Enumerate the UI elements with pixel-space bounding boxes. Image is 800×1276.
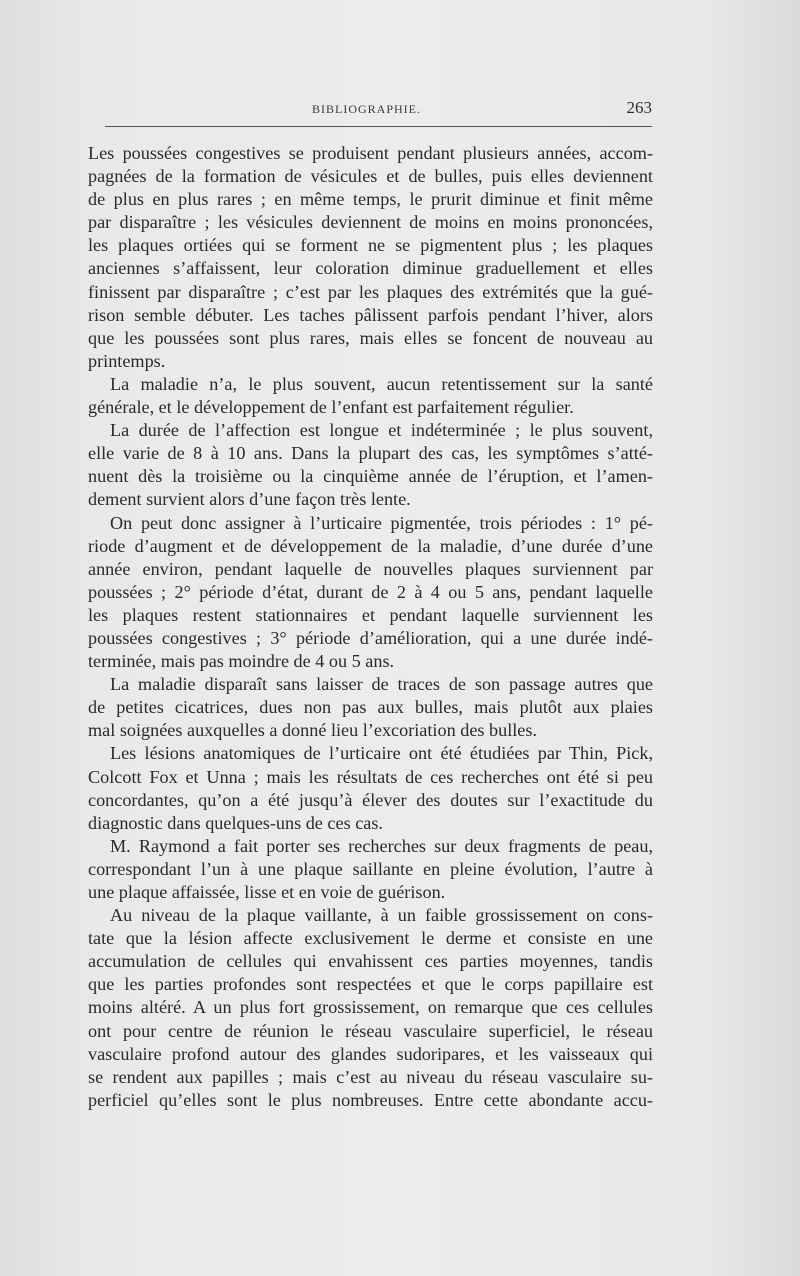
text-line: pagnées de la formation de vésicules et de bulles, puis elles deviennent — [88, 166, 653, 187]
text-line: La maladie n’a, le plus souvent, aucun retentissement sur la santé — [110, 373, 653, 394]
text-line: Colcott Fox et Unna ; mais les résultats de ces recherches ont été si peu — [88, 766, 653, 787]
text-line: M. Raymond a fait porter ses recherches sur deux fragments de peau, — [110, 835, 653, 856]
text-line: anciennes s’affaissent, leur coloration diminue graduellement et elles — [88, 258, 653, 279]
text-line: accumulation de cellules qui envahissent ces parties moyennes, tandis — [88, 951, 653, 972]
text-line: correspondant l’un à une plaque saillante en pleine évolution, l’autre à — [88, 858, 653, 879]
text-line: ont pour centre de réunion le réseau vasculaire superficiel, le réseau — [88, 1020, 653, 1041]
text-line: tate que la lésion affecte exclusivement le derme et consiste en une — [88, 928, 653, 949]
text-line: moins altéré. A un plus fort grossissement, on remarque que ces cellules — [88, 997, 653, 1018]
text-line: terminée, mais pas moindre de 4 ou 5 ans. — [88, 651, 395, 672]
text-line: que les poussées sont plus rares, mais elles se foncent de nouveau au — [88, 327, 653, 348]
text-line: La durée de l’affection est longue et indéterminée ; le plus souvent, — [110, 420, 653, 441]
text-line: finissent par disparaître ; c’est par les plaques des extrémités que la gué- — [88, 281, 653, 302]
text-line: diagnostic dans quelques-uns de ces cas. — [88, 812, 383, 833]
header-rule — [105, 126, 652, 127]
text-line: année environ, pendant laquelle de nouvelles plaques surviennent par — [88, 558, 653, 579]
text-line: par disparaître ; les vésicules deviennent de moins en moins prononcées, — [88, 212, 653, 233]
text-line: que les parties profondes sont respectées et que le corps papillaire est — [88, 974, 653, 995]
page-number: 263 — [626, 98, 652, 117]
text-line: se rendent aux papilles ; mais c’est au niveau du réseau vasculaire su- — [88, 1066, 653, 1087]
text-line: riode d’augment et de développement de la maladie, d’une durée d’une — [88, 535, 653, 556]
text-line: La maladie disparaît sans laisser de traces de son passage autres que — [110, 674, 653, 695]
text-line: générale, et le développement de l’enfant est parfaitement régulier. — [88, 397, 574, 418]
text-line: poussées ; 2° période d’état, durant de 2 à 4 ou 5 ans, pendant laquelle — [88, 581, 653, 602]
text-line: poussées congestives ; 3° période d’amélioration, qui a une durée indé- — [88, 627, 653, 648]
text-line: les plaques restent stationnaires et pendant laquelle surviennent les — [88, 604, 653, 625]
text-line: Les lésions anatomiques de l’urticaire ont été étudiées par Thin, Pick, — [110, 743, 653, 764]
text-line: de petites cicatrices, dues non pas aux bulles, mais plutôt aux plaies — [88, 697, 653, 718]
text-line: elle varie de 8 à 10 ans. Dans la plupart des cas, les symptômes s’atté- — [88, 443, 653, 464]
text-line: concordantes, qu’on a été jusqu’à élever des doutes sur l’exactitude du — [88, 789, 653, 810]
text-line: mal soignées auxquelles a donné lieu l’excoriation des bulles. — [88, 720, 538, 741]
text-line: nuent dès la troisième ou la cinquième année de l’éruption, et l’amen- — [88, 466, 653, 487]
text-line: On peut donc assigner à l’urticaire pigmentée, trois périodes : 1° pé- — [110, 512, 653, 533]
text-line: Au niveau de la plaque vaillante, à un faible grossissement on cons- — [110, 905, 653, 926]
text-line: une plaque affaissée, lisse et en voie de guérison. — [88, 882, 446, 902]
body-text — [88, 142, 653, 1112]
text-line: rison semble débuter. Les taches pâlissent parfois pendant l’hiver, alors — [88, 304, 653, 325]
text-line: dement survient alors d’une façon très lente. — [88, 489, 411, 510]
text-line: les plaques ortiées qui se forment ne se pigmentent plus ; les plaques — [88, 235, 653, 256]
text-line: vasculaire profond autour des glandes sudoripares, et les vaisseaux qui — [88, 1043, 653, 1064]
page-header — [90, 96, 652, 126]
text-line: printemps. — [88, 350, 166, 371]
running-head: BIBLIOGRAPHIE. — [312, 102, 421, 116]
text-line: perficiel qu’elles sont le plus nombreuses. Entre cette abondante accu- — [88, 1089, 653, 1110]
text-line: Les poussées congestives se produisent pendant plusieurs années, accom- — [88, 143, 653, 163]
text-line: de plus en plus rares ; en même temps, le prurit diminue et finit même — [88, 189, 653, 210]
